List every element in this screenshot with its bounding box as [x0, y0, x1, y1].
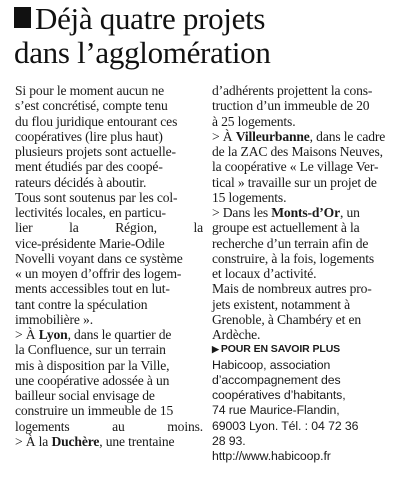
headline-line-1: Déjà quatre projets — [14, 2, 404, 36]
body-line: bailleur social envisage de — [15, 388, 155, 403]
body-line: > À Villeurbanne, dans le cadre — [212, 128, 386, 144]
body-line: et locaux d’activité. — [212, 266, 317, 281]
place-lyon: Lyon — [38, 327, 68, 342]
body-line: la coopérative « Le village Ver- — [212, 159, 379, 175]
body-line: > À Lyon, dans le quartier de — [15, 327, 172, 342]
body-line: une coopérative adossée à un — [15, 372, 170, 388]
info-box-line: Habicoop, association — [212, 357, 331, 372]
info-box-line: coopératives d’habitants, — [212, 388, 346, 402]
body-line: truction d’un immeuble de 20 — [212, 98, 370, 114]
body-line: jets existent, notamment à — [212, 296, 351, 312]
body-line: Si pour le moment aucun ne — [15, 83, 164, 98]
word: Région, — [115, 220, 157, 236]
body-line: ment étudiés par des coopé- — [15, 159, 163, 175]
right-column — [212, 83, 404, 464]
body-line: construire un immeuble de 15 — [15, 403, 174, 419]
body-line: lectivités locales, en particu- — [15, 205, 166, 220]
word: logements — [15, 418, 70, 434]
body-line: « un moyen d’offrir des logem- — [15, 266, 182, 281]
body-line: Ardèche. — [212, 327, 261, 342]
headline-line-2: dans l’agglomération — [14, 35, 271, 70]
body-line: Mais de nombreux autres pro- — [212, 281, 372, 297]
triangle-right-icon: ▶ — [212, 344, 219, 355]
body-line: du flou juridique entourant ces — [15, 113, 178, 129]
body-line: tical » travaille sur un projet de — [212, 174, 377, 190]
body-line: coopératives (lire plus haut) — [15, 128, 163, 144]
info-box-line: 69003 Lyon. Tél. : 04 72 36 — [212, 418, 359, 433]
body-line: mis à disposition par la Ville, — [15, 357, 170, 373]
body-line: de la ZAC des Maisons Neuves, — [212, 144, 383, 159]
body-line: Novelli voyant dans ce système — [15, 250, 183, 266]
body-line: 15 logements. — [212, 189, 287, 205]
body-line: ments accessibles tout en lut- — [15, 281, 170, 297]
body-line: > Dans les Monts-d’Or, un — [212, 205, 360, 220]
headline — [14, 2, 404, 70]
info-box-line: 28 93. — [212, 433, 246, 448]
body-line: groupe est actuellement à la — [212, 220, 360, 236]
word: la — [69, 220, 79, 236]
body-line: à 25 logements. — [212, 113, 296, 129]
left-column — [15, 83, 203, 449]
body-line: d’adhérents projettent la cons- — [212, 83, 373, 98]
body-line-justified — [15, 419, 203, 434]
body-line: vice-présidente Marie-Odile — [15, 235, 165, 251]
place-duchere: Duchère — [51, 433, 100, 449]
place-villeurbanne: Villeurbanne — [235, 128, 310, 144]
body-line: > À la Duchère, une trentaine — [15, 433, 175, 449]
word: moins. — [167, 418, 203, 434]
body-line: immobilière ». — [15, 311, 93, 327]
body-line: plusieurs projets sont actuelle- — [15, 144, 176, 159]
word: lier — [15, 220, 33, 236]
info-box-kicker: ▶ POUR EN SAVOIR PLUS — [212, 343, 341, 356]
body-line: tant contre la spéculation — [15, 296, 148, 312]
word: la — [193, 220, 203, 236]
headline-square-bullet-icon — [14, 7, 31, 28]
website-link[interactable]: http://www.habicoop.fr — [212, 449, 331, 463]
info-box-line: 74 rue Maurice-Flandin, — [212, 403, 340, 418]
body-line: s’est concrétisé, compte tenu — [15, 98, 168, 114]
body-line: rateurs décidés à aboutir. — [15, 174, 147, 190]
body-line: Grenoble, à Chambéry et en — [212, 311, 361, 327]
word: au — [112, 418, 125, 434]
body-line-justified — [15, 220, 203, 235]
body-line: recherche d’un terrain afin de — [212, 235, 369, 251]
body-line: Tous sont soutenus par les col- — [15, 189, 178, 205]
body-line: la Confluence, sur un terrain — [15, 342, 166, 358]
info-box-line: d’accompagnement des — [212, 372, 341, 387]
body-line: construire, à la fois, logements — [212, 250, 375, 266]
place-monts-dor: Monts-d’Or — [271, 205, 340, 220]
